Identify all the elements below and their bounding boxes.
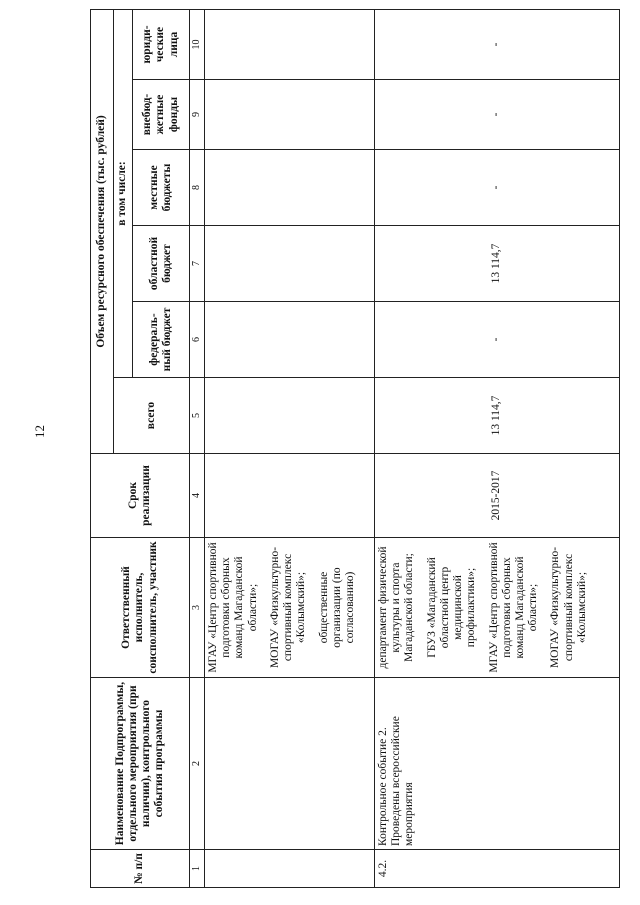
header-legal: юриди-ческие лица: [133, 9, 190, 79]
header-regional: областной бюджет: [133, 226, 190, 302]
page-number: 12: [32, 425, 47, 438]
row-local: -: [375, 150, 620, 226]
executor-line: департамент физической культуры и спорта Магаданской области;: [377, 546, 416, 669]
column-number: 1: [190, 850, 205, 888]
row-legal: -: [375, 9, 620, 79]
executor-line: МОГАУ «Физкультурно-спортивный комплекс «Колымский»;: [549, 546, 588, 669]
row-executor: [375, 538, 620, 678]
column-number: 9: [190, 80, 205, 150]
header-total: всего: [114, 378, 190, 454]
header-name: Наименование Подпрограммы, отдельного мероприятия (при наличии), контрольного события программы: [91, 678, 190, 850]
table-row: [205, 9, 375, 887]
header-including: в том числе:: [114, 9, 133, 377]
row-period: [205, 454, 375, 538]
column-number-row: [190, 9, 205, 887]
executor-line: ГБУЗ «Магаданский областной центр медицинской профилактики»;: [425, 557, 478, 658]
row-federal: [205, 302, 375, 378]
row-extrabudget: -: [375, 80, 620, 150]
header-row-1: [91, 9, 114, 887]
row-num: [205, 850, 375, 888]
header-executor: Ответственный исполнитель, соисполнитель, участник: [91, 538, 190, 678]
header-local: местные бюджеты: [133, 150, 190, 226]
row-name: [205, 678, 375, 850]
executor-line: МГАУ «Центр спортивной подготовки сборных команд Магаданской области»;: [207, 542, 259, 673]
rotated-table-container: [90, 10, 620, 888]
resource-table: [90, 9, 620, 888]
executor-line: МОГАУ «Физкультурно-спортивный комплекс «Колымский»;: [268, 546, 308, 669]
header-extrabudget: внебюд-жетные фонды: [133, 80, 190, 150]
column-number: 5: [190, 378, 205, 454]
row-period: 2015-2017: [375, 454, 620, 538]
column-number: 2: [190, 678, 205, 850]
header-num: № п/п: [91, 850, 190, 888]
column-number: 7: [190, 226, 205, 302]
table-row: [375, 9, 620, 887]
row-executor: [205, 538, 375, 678]
row-regional: 13 114,7: [375, 226, 620, 302]
column-number: 6: [190, 302, 205, 378]
column-number: 3: [190, 538, 205, 678]
row-local: [205, 150, 375, 226]
column-number: 4: [190, 454, 205, 538]
row-name: Контрольное событие 2. Проведены всероссийские мероприятия: [375, 678, 620, 850]
row-total: [205, 378, 375, 454]
executor-line: МГАУ «Центр спортивной подготовки сборных команд Магаданской области»;: [487, 542, 540, 673]
header-period: Срок реализации: [91, 454, 190, 538]
row-num: 4.2.: [375, 850, 620, 888]
column-number: 10: [190, 9, 205, 79]
row-regional: [205, 226, 375, 302]
row-legal: [205, 9, 375, 79]
row-federal: -: [375, 302, 620, 378]
header-volume: Объем ресурсного обеспечения (тыс. рублей): [91, 9, 114, 453]
column-number: 8: [190, 150, 205, 226]
header-federal: федераль-ный бюджет: [133, 302, 190, 378]
row-extrabudget: [205, 80, 375, 150]
executor-line: общественные организации (по согласованию): [317, 567, 356, 648]
row-total: 13 114,7: [375, 378, 620, 454]
